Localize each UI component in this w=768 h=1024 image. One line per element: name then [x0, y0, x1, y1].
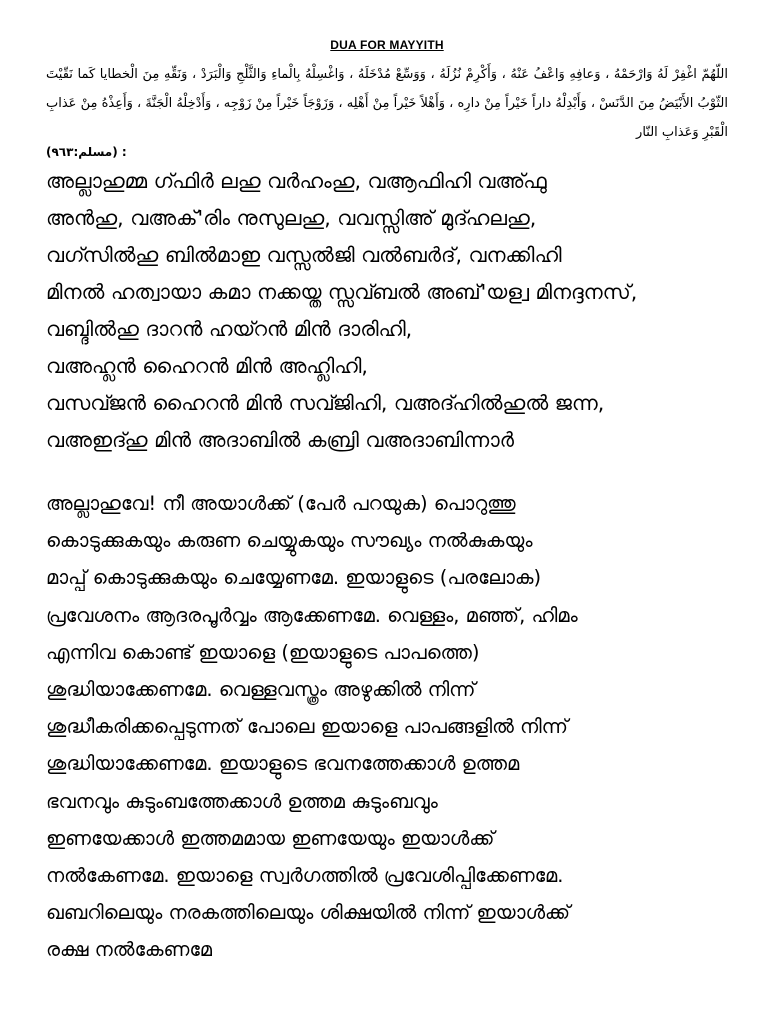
transliteration-line: അല്ലാഹുമ്മ ഗ്ഫിര്‍ ലഹു വര്‍ഹംഹു, വആഫിഹി വഅ്ഫു	[46, 169, 547, 193]
meaning-line: ശുദ്ധീകരിക്കപ്പെടുന്നത് പോലെ ഇയാളെ പാപങ്ങളില്‍ നിന്ന്	[46, 715, 568, 739]
transliteration-line: വബ്ദില്‍ഹു ദാറന്‍ ഹയ്റന്‍ മിന്‍ ദാരിഹി,	[46, 317, 413, 341]
meaning-line: എന്നിവ കൊണ്ട് ഇയാളെ (ഇയാളുടെ പാപത്തെ)	[46, 640, 480, 664]
meaning-line: ഭവനവും കുടുംബത്തേക്കാള്‍ ഉത്തമ കുടുംബവും	[46, 789, 438, 813]
meaning-line: കൊടുക്കുകയും കരുണ ചെയ്യുകയും സൗഖ്യം നല്‍കുകയും	[46, 529, 533, 553]
meaning-line: രക്ഷ നല്‍കേണമേ	[46, 938, 213, 962]
meaning-line: ഇണയേക്കാള്‍ ഇത്തമമായ ഇണയേയും ഇയാള്‍ക്ക്	[46, 826, 495, 850]
transliteration-line: മിനല്‍ ഹത്വായാ കമാ നക്കയ്ത സ്സവ്ബല്‍ അബ്'യള്വ മിനദ്ദനസ്,	[46, 280, 638, 304]
transliteration-line: വഅഇദ്ഹു മിന്‍ അദാബില്‍ കബ്രി വഅദാബിന്നാര്‍	[46, 428, 514, 452]
transliteration-line: വഗ്സില്‍ഹു ബില്‍മാഇ വസ്സല്‍ജി വല്‍ബര്‍ദ്, വനക്കിഹി	[46, 243, 562, 267]
meaning-line: ഖബറിലെയും നരകത്തിലെയും ശിക്ഷയില്‍ നിന്ന് ഇയാള്‍ക്ക്	[46, 901, 571, 925]
transliteration-line: അന്‍ഹു, വഅക്'രിം നുസുലഹു, വവസ്സിഅ് മുദ്ഹലഹു,	[46, 206, 537, 230]
meaning-block	[46, 485, 728, 969]
transliteration-block	[46, 163, 728, 459]
transliteration-line: വഅഹ്ലന്‍ ഹൈറന്‍ മിന്‍ അഹ്ലിഹി,	[46, 354, 368, 378]
meaning-line: ശുദ്ധിയാക്കേണമേ. ഇയാളുടെ ഭവനത്തേക്കാള്‍ ഉത്തമ	[46, 752, 520, 776]
meaning-line: പ്രവേശനം ആദരപൂര്‍വ്വം ആക്കേണമേ. വെള്ളം, മഞ്ഞ്, ഹിമം	[46, 603, 578, 627]
meaning-line: അല്ലാഹുവേ! നീ അയാള്‍ക്ക് (പേര്‍ പറയുക) പൊറുത്തു	[46, 492, 516, 515]
document-title: DUA FOR MAYYITH	[330, 38, 444, 52]
meaning-line: നല്‍കേണമേ. ഇയാളെ സ്വര്‍ഗത്തില്‍ പ്രവേശിപ്പിക്കേണമേ.	[46, 864, 564, 888]
meaning-line: ശുദ്ധിയാക്കേണമേ. വെള്ളവസ്ത്രം അഴുക്കില്‍ നിന്ന്	[46, 678, 476, 702]
transliteration-line: വസവ്ജന്‍ ഹൈറന്‍ മിന്‍ സവ്ജിഹി, വഅദ്ഹില്‍ഹുല്‍ ജന്ന,	[46, 391, 605, 415]
hadith-reference: (مسلم:٩٦٣) :	[46, 145, 127, 159]
arabic-dua-text: اللّهُمّ اغْفِرْ لَهُ وَارْحَمْهُ ، وَعافِهِ وَاعْفُ عَنْهُ ، وَأَكْرِمْ نُزُلَهُ ، وَوَسِّعْ مُدْخَلَهُ ، وَاغْسِلْهُ بِالْماءِ وَالثَّلْجِ وَالْبَرَدْ ، وَنَقِّهِ مِنَ الْخطايا كَما نَقّيْتَ الثّوْبُ الأَبْيَضُ مِنَ الدَّنَسْ ، وَأَبْدِلْهُ داراً خَيْراً مِنْ دارِه ، وَأَهْلاً خَيْراً مِنْ أَهْلِه ، وَزَوْجَاً خَيْراً مِنْ زَوْجِه ، وَأَدْخِلْهُ الْجَنَّةَ ، وَأَعِذْهُ مِنْ عَذابِ الْقَبْرِ وَعَذابِ النّار	[46, 67, 728, 140]
meaning-line: മാപ്പ് കൊടുക്കുകയും ചെയ്യേണമേ. ഇയാളുടെ (പരലോക)	[46, 566, 542, 590]
